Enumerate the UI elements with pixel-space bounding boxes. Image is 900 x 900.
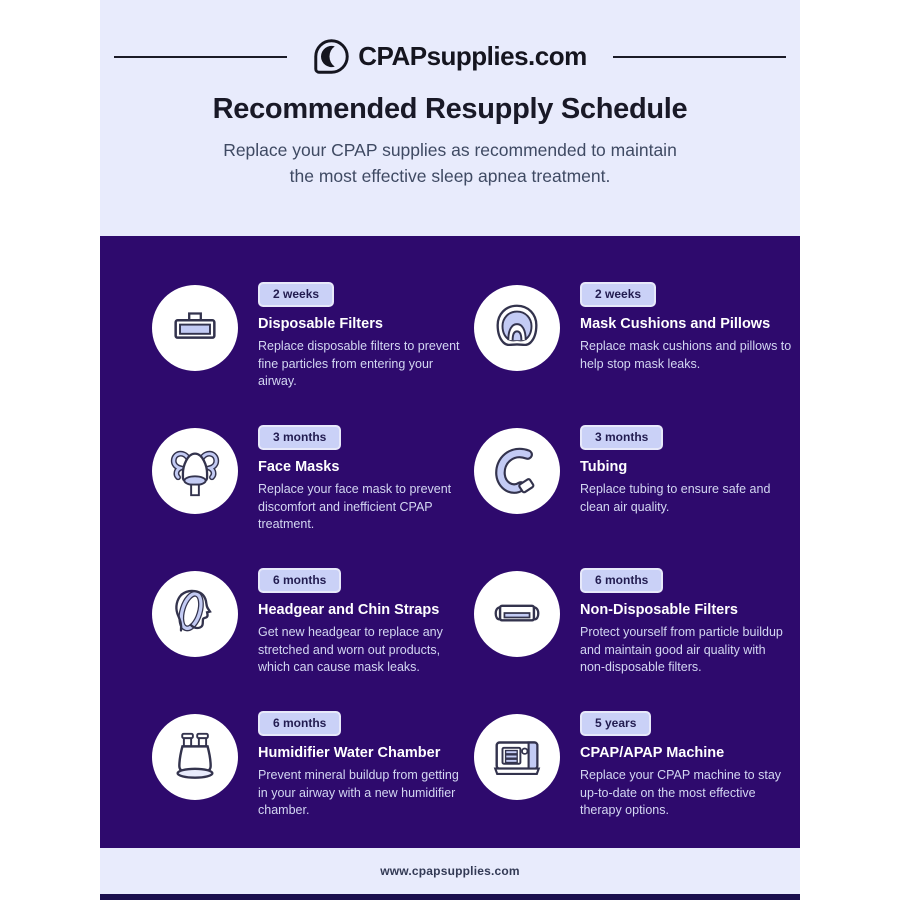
tubing-icon — [474, 428, 560, 514]
item-description: Replace your CPAP machine to stay up-to-date on the most effective therapy options. — [580, 768, 782, 817]
non-disposable-filter-icon — [474, 571, 560, 657]
header-section — [100, 0, 800, 236]
schedule-item-tubing — [474, 425, 796, 568]
item-description: Prevent mineral buildup from getting in your airway with a new humidifier chamber. — [258, 768, 459, 817]
item-title: Tubing — [580, 459, 628, 475]
interval-badge: 2 weeks — [580, 282, 656, 307]
moon-chat-bubble-icon — [313, 38, 350, 75]
item-title: CPAP/APAP Machine — [580, 745, 725, 761]
schedule-item-humidifier-chamber — [152, 711, 474, 854]
cpap-machine-icon — [474, 714, 560, 800]
schedule-item-disposable-filters — [152, 282, 474, 425]
interval-badge: 6 months — [258, 711, 341, 736]
interval-badge: 6 months — [258, 568, 341, 593]
schedule-item-mask-cushions — [474, 282, 796, 425]
mask-cushion-icon — [474, 285, 560, 371]
subtitle-line-1: Replace your CPAP supplies as recommended to maintain — [223, 140, 677, 160]
item-text — [580, 425, 792, 516]
page-subtitle — [100, 137, 800, 189]
interval-badge: 2 weeks — [258, 282, 334, 307]
item-text — [258, 282, 470, 391]
item-title: Headgear and Chin Straps — [258, 602, 440, 618]
right-rule — [613, 56, 786, 58]
bottom-accent-bar — [100, 894, 800, 900]
interval-badge: 5 years — [580, 711, 651, 736]
item-title: Disposable Filters — [258, 316, 383, 332]
footer-section — [100, 848, 800, 894]
interval-badge: 3 months — [258, 425, 341, 450]
item-description: Protect yourself from particle buildup and maintain good air quality with non-disposable filters. — [580, 625, 783, 674]
disposable-filter-icon — [152, 285, 238, 371]
item-title: Humidifier Water Chamber — [258, 745, 441, 761]
item-text — [580, 282, 792, 373]
schedule-item-face-masks — [152, 425, 474, 568]
item-text — [258, 711, 470, 820]
infographic-page — [100, 0, 800, 900]
item-description: Get new headgear to replace any stretched and worn out products, which can cause mask leaks. — [258, 625, 443, 674]
face-mask-icon — [152, 428, 238, 514]
item-title: Face Masks — [258, 459, 340, 475]
item-title: Non-Disposable Filters — [580, 602, 738, 618]
subtitle-line-2: the most effective sleep apnea treatment. — [289, 166, 611, 186]
footer-url: www.cpapsupplies.com — [380, 864, 520, 878]
headgear-icon — [152, 571, 238, 657]
item-description: Replace tubing to ensure safe and clean air quality. — [580, 482, 771, 514]
interval-badge: 3 months — [580, 425, 663, 450]
interval-badge: 6 months — [580, 568, 663, 593]
page-title: Recommended Resupply Schedule — [212, 93, 688, 125]
logo-row — [100, 38, 800, 75]
brand-logo — [313, 38, 586, 75]
brand-name: CPAPsupplies.com — [358, 41, 587, 71]
schedule-item-cpap-machine — [474, 711, 796, 854]
item-description: Replace disposable filters to prevent fine particles from entering your airway. — [258, 339, 460, 388]
item-description: Replace your face mask to prevent discomfort and inefficient CPAP treatment. — [258, 482, 452, 531]
item-title: Mask Cushions and Pillows — [580, 316, 771, 332]
item-text — [580, 711, 792, 820]
humidifier-icon — [152, 714, 238, 800]
item-text — [258, 425, 470, 534]
item-text — [258, 568, 470, 677]
schedule-grid — [100, 236, 800, 848]
item-description: Replace mask cushions and pillows to help stop mask leaks. — [580, 339, 792, 371]
item-text — [580, 568, 792, 677]
left-rule — [114, 56, 287, 58]
schedule-item-non-disposable-filters — [474, 568, 796, 711]
schedule-item-headgear — [152, 568, 474, 711]
